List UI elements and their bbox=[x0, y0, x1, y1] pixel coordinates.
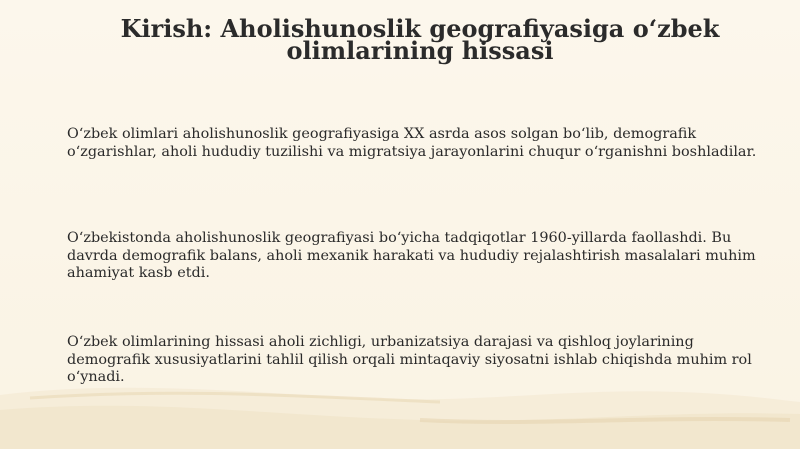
slide-title: Kirish: Aholishunoslik geografiyasiga o‘zbek olimlarining hissasi bbox=[120, 14, 720, 65]
paragraph-1: O‘zbek olimlari aholishunoslik geografiyasiga XX asrda asos solgan bo‘lib, demografik o‘zgarishlar, aholi hududiy tuzilishi va migratsiya jarayonlarini chuqur o‘rganishni boshladilar. bbox=[67, 126, 757, 160]
paragraph-2: O‘zbekistonda aholishunoslik geografiyasi bo‘yicha tadqiqotlar 1960-yillarda faollashdi. Bu davrda demografik balans, aholi mexanik harakati va hududiy rejalashtirish masalalari muhim ahamiyat kasb etdi. bbox=[67, 230, 756, 281]
paragraph-3: O‘zbek olimlarining hissasi aholi zichligi, urbanizatsiya darajasi va qishloq joylarining demografik xususiyatlarini tahlil qilish orqali mintaqaviy siyosatni ishlab chiqishda muhim rol o‘ynadi. bbox=[67, 334, 752, 385]
